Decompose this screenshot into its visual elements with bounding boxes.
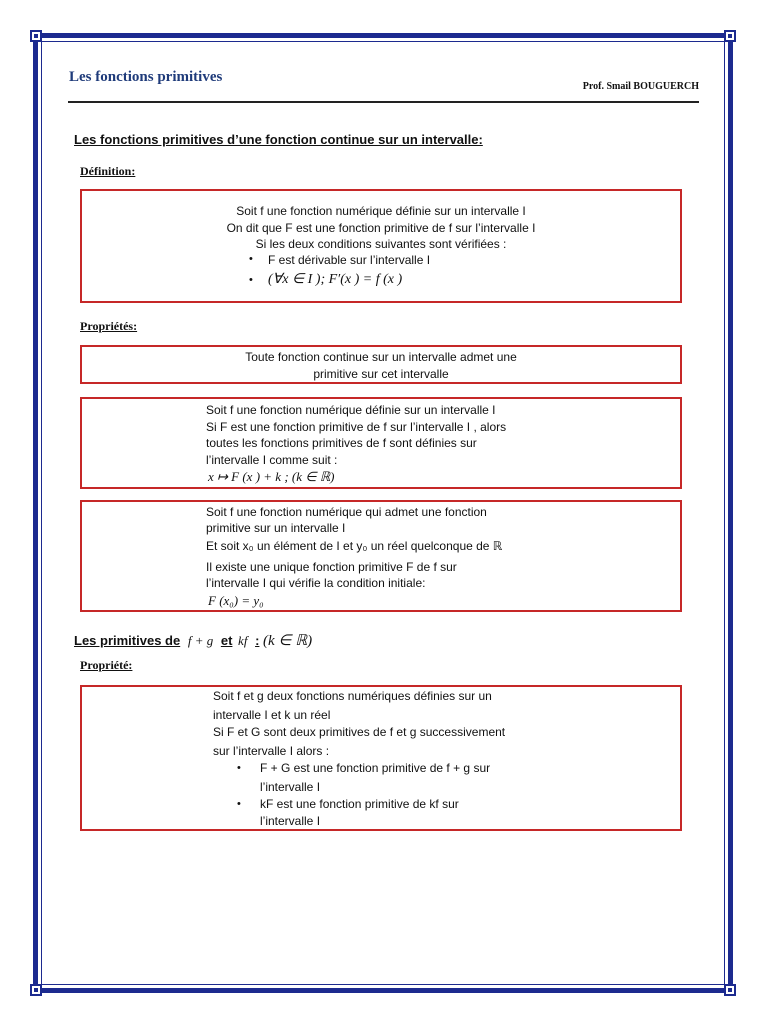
property2-line-4: l’intervalle I comme suit : — [206, 453, 338, 467]
property3-line-3: Et soit x₀ un élément de I et y₀ un réel quelconque de ℝ — [206, 539, 503, 553]
section2-title-colon: : — [255, 633, 260, 648]
section-title-sum-primitives — [74, 631, 312, 650]
definition-line-3: Si les deux conditions suivantes sont vérifiées : — [255, 237, 507, 251]
bullet-icon: • — [237, 762, 241, 774]
property-box-1 — [80, 345, 682, 384]
property3-line-2: primitive sur un intervalle I — [206, 521, 346, 535]
bullet-icon: • — [237, 798, 241, 810]
property2-line-1: Soit f une fonction numérique définie sur un intervalle I — [206, 403, 496, 417]
sum-prop-bullet-1: F + G est une fonction primitive de f + g sur — [260, 761, 491, 775]
section2-title-math-sum: f + g — [187, 633, 214, 648]
border-corner-top-right — [724, 30, 736, 42]
sum-prop-line-2: intervalle I et k un réel — [213, 708, 331, 722]
border-corner-bottom-left — [30, 984, 42, 996]
property3-line-4: Il existe une unique fonction primitive F de f sur — [206, 560, 457, 574]
definition-line-2: On dit que F est une fonction primitive de f sur l’intervalle I — [226, 221, 536, 235]
property-heading: Propriété: — [80, 658, 133, 672]
sum-prop-line-1: Soit f et g deux fonctions numériques définies sur un — [213, 689, 492, 703]
property-box-2 — [80, 397, 682, 489]
definition-condition-1: F est dérivable sur l’intervalle I — [268, 253, 431, 267]
sum-prop-bullet-2-cont: l’intervalle I — [260, 814, 321, 828]
section2-title-condition: (k ∈ ℝ) — [263, 633, 313, 649]
header-divider — [68, 101, 699, 103]
property-box-3 — [80, 500, 682, 612]
definition-box — [80, 189, 682, 303]
definition-line-1: Soit f une fonction numérique définie sur un intervalle I — [236, 204, 526, 218]
section-title-primitives: Les fonctions primitives d’une fonction continue sur un intervalle: — [74, 132, 483, 147]
properties-heading: Propriétés: — [80, 319, 138, 333]
section2-title-math-kf: kf — [238, 633, 248, 648]
section2-title-prefix: Les primitives de — [74, 633, 181, 648]
sum-prop-line-4: sur l’intervalle I alors : — [213, 744, 330, 758]
property3-line-5: l’intervalle I qui vérifie la condition initiale: — [206, 576, 426, 590]
sum-prop-bullet-2: kF est une fonction primitive de kf sur — [260, 797, 459, 811]
property2-formula: x ↦ F (x ) + k ; (k ∈ ℝ) — [208, 469, 335, 484]
bullet-icon: • — [249, 253, 253, 265]
document-title: Les fonctions primitives — [69, 69, 223, 85]
border-corner-bottom-right — [724, 984, 736, 996]
property1-line-2: primitive sur cet intervalle — [313, 367, 449, 381]
property-box-sum — [80, 685, 682, 831]
bullet-icon: • — [249, 274, 253, 286]
property2-line-3: toutes les fonctions primitives de f sont définies sur — [206, 436, 477, 450]
property3-line-1: Soit f une fonction numérique qui admet une fonction — [206, 505, 487, 519]
property3-initial-condition: F (x₀) = y₀ — [208, 593, 264, 608]
property2-line-2: Si F est une fonction primitive de f sur l’intervalle I , alors — [206, 420, 507, 434]
border-corner-top-left — [30, 30, 42, 42]
section2-title-and: et — [220, 633, 233, 648]
sum-prop-line-3: Si F et G sont deux primitives de f et g successivement — [213, 725, 506, 739]
definition-heading: Définition: — [80, 164, 136, 178]
sum-prop-bullet-1-cont: l’intervalle I — [260, 780, 321, 794]
property1-line-1: Toute fonction continue sur un intervalle admet une — [245, 350, 517, 364]
definition-condition-2: (∀x ∈ I ); F′(x ) = f (x ) — [268, 272, 403, 287]
author-name: Prof. Smail BOUGUERCH — [582, 81, 699, 92]
